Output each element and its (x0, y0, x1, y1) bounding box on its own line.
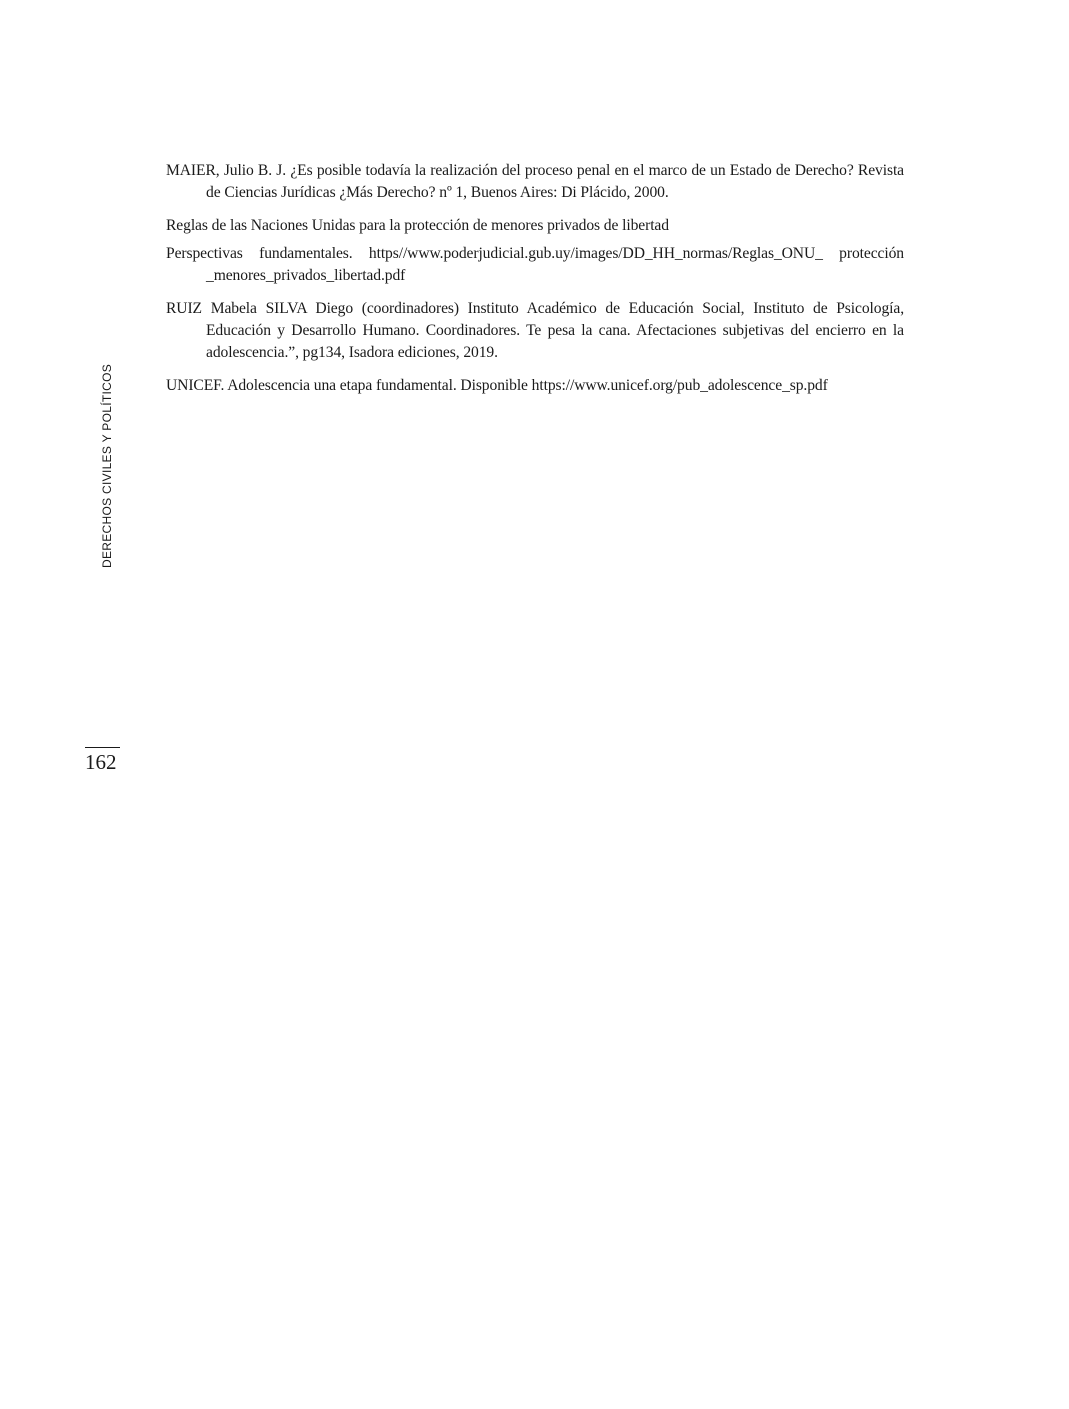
section-side-label: DERECHOS CIVILES Y POLÍTICOS (100, 363, 114, 569)
reference-reglas-onu: Reglas de las Naciones Unidas para la protección de menores privados de libertad (166, 217, 669, 234)
page-number-rule (85, 747, 120, 748)
reference-unicef: UNICEF. Adolescencia una etapa fundamental. Disponible https://www.unicef.org/pub_adolescence_sp.pdf (166, 377, 828, 394)
reference-list (166, 160, 904, 408)
page-number: 162 (85, 750, 117, 774)
reference-maier: MAIER, Julio B. J. ¿Es posible todavía la realización del proceso penal en el marco de un Estado de Derecho? Revista de Ciencias Jurídicas ¿Más Derecho? nº 1, Buenos Aires: Di Plácido, 2000. (166, 162, 904, 201)
reference-perspectivas: Perspectivas fundamentales. https//www.poderjudicial.gub.uy/images/DD_HH_normas/Reglas_ONU_ protección _menores_privados_libertad.pdf (166, 245, 904, 284)
reference-ruiz-silva: RUIZ Mabela SILVA Diego (coordinadores) Instituto Académico de Educación Social, Instituto de Psicología, Educación y Desarrollo Humano. Coordinadores. Te pesa la cana. Afectaciones subjetivas del encierro en la adolescencia.”, pg134, Isadora ediciones, 2019. (166, 300, 904, 361)
